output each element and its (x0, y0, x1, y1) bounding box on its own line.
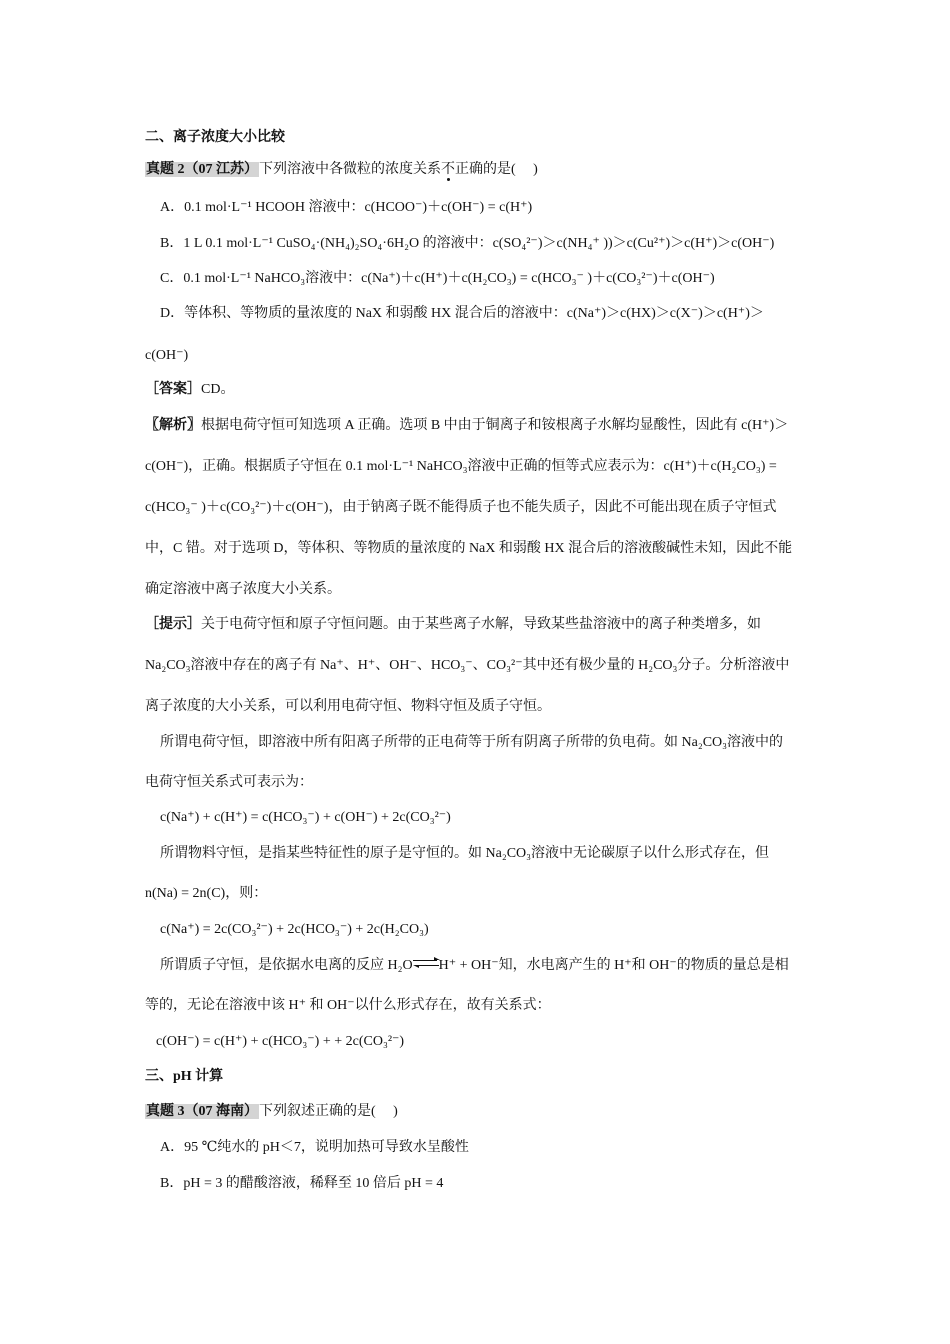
analysis-line4: 中，C 错。对于选项 D，等体积、等物质的量浓度的 NaX 和弱酸 HX 混合后的溶液酸碱性未知，因此不能 (145, 541, 793, 556)
proton-text-pre: 所谓质子守恒，是依据水电离的反应 H₂O (160, 958, 413, 973)
mass-conservation-line2: n(Na) = 2n(C)，则： (145, 886, 268, 901)
section3-heading: 三、pH 计算 (145, 1069, 224, 1084)
proton-conservation-equation: c(OH⁻) = c(H⁺) + c(HCO₃⁻) + + 2c(CO₃²⁻) (156, 1034, 405, 1049)
question-2-option-c: C．0.1 mol·L⁻¹ NaHCO₃溶液中：c(Na⁺)＋c(H⁺)＋c(H₂CO₃) = c(HCO₃⁻ )＋c(CO₃²⁻)＋c(OH⁻) (160, 271, 715, 286)
question-2-tag: 真题 2（07 江苏） (146, 162, 258, 177)
section2-heading: 二、离子浓度大小比较 (145, 130, 285, 145)
analysis-text-1: 根据电荷守恒可知选项 A 正确。选项 B 中由于铜离子和铵根离子水解均显酸性，因此有 c(H⁺)＞ (201, 418, 789, 433)
tip-line1 (145, 616, 761, 634)
proton-conservation-line2: 等的，无论在溶液中该 H⁺ 和 OH⁻以什么形式存在，故有关系式： (145, 998, 551, 1013)
charge-conservation-line2: 电荷守恒关系式可表示为： (145, 775, 313, 790)
question-2-option-d-line2: c(OH⁻) (145, 348, 189, 363)
analysis-line2: c(OH⁻)，正确。根据质子守恒在 0.1 mol·L⁻¹ NaHCO₃溶液中正确的恒等式应表示为：c(H⁺)＋c(H₂CO₃) = (145, 459, 777, 474)
mass-conservation-line1: 所谓物料守恒，是指某些特征性的原子是守恒的。如 Na₂CO₃溶液中无论碳原子以什么形式存在，但 (160, 846, 770, 861)
tip-line3: 离子浓度的大小关系，可以利用电荷守恒、物料守恒及质子守恒。 (145, 699, 551, 714)
charge-conservation-equation: c(Na⁺) + c(H⁺) = c(HCO₃⁻) + c(OH⁻) + 2c(CO₃²⁻) (160, 810, 451, 825)
tip-text-1: 关于电荷守恒和原子守恒问题。由于某些离子水解，导致某些盐溶液中的离子种类增多，如 (201, 617, 761, 632)
analysis-line3: c(HCO₃⁻ )＋c(CO₃²⁻)＋c(OH⁻)，由于钠离子既不能得质子也不能失质子，因此不可能出现在质子守恒式 (145, 500, 777, 515)
equilibrium-arrow-icon (413, 958, 439, 968)
question-3-stem (145, 1103, 398, 1121)
answer-text: CD。 (201, 382, 235, 397)
question-3-tag: 真题 3（07 海南） (146, 1104, 258, 1119)
question-3-stem-text: 下列叙述正确的是( ) (259, 1104, 398, 1119)
question-3-option-a: A．95 ℃纯水的 pH＜7，说明加热可导致水呈酸性 (160, 1140, 469, 1155)
question-3-option-b: B．pH = 3 的醋酸溶液，稀释至 10 倍后 pH = 4 (160, 1176, 444, 1191)
question-2-option-b: B．1 L 0.1 mol·L⁻¹ CuSO₄·(NH₄)₂SO₄·6H₂O 的溶液中：c(SO₄²⁻)＞c(NH₄⁺ ))＞c(Cu²⁺)＞c(H⁺)＞c(OH⁻) (160, 236, 775, 251)
proton-conservation-line1 (160, 957, 789, 975)
analysis-label: 〖解析〗 (145, 418, 201, 433)
tip-line2: Na₂CO₃溶液中存在的离子有 Na⁺、H⁺、OH⁻、HCO₃⁻、CO₃²⁻其中还有极少量的 H₂CO₃分子。分析溶液中 (145, 658, 790, 673)
answer-label: ［答案］ (145, 382, 201, 397)
question-2-stem (145, 161, 538, 179)
analysis-line1 (145, 417, 788, 435)
question-2-option-a: A．0.1 mol·L⁻¹ HCOOH 溶液中：c(HCOO⁻)＋c(OH⁻) = c(H⁺) (160, 200, 533, 215)
question-2-stem-post: 正确的是( ) (455, 162, 538, 177)
proton-text-post: H⁺ + OH⁻知，水电离产生的 H⁺和 OH⁻的物质的量总是相 (438, 958, 789, 973)
question-2-option-d-line1: D．等体积、等物质的量浓度的 NaX 和弱酸 HX 混合后的溶液中：c(Na⁺)＞c(HX)＞c(X⁻)＞c(H⁺)＞ (160, 306, 764, 321)
question-2-stem-pre: 下列溶液中各微粒的浓度关系 (259, 162, 441, 177)
charge-conservation-line1: 所谓电荷守恒，即溶液中所有阳离子所带的正电荷等于所有阴离子所带的负电荷。如 Na₂CO₃溶液中的 (160, 735, 784, 750)
tip-label: ［提示］ (145, 617, 201, 632)
mass-conservation-equation: c(Na⁺) = 2c(CO₃²⁻) + 2c(HCO₃⁻) + 2c(H₂CO₃) (160, 922, 429, 937)
answer-line (145, 381, 234, 399)
emphasis-dot-char: 不 (441, 162, 455, 177)
analysis-line5: 确定溶液中离子浓度大小关系。 (145, 582, 341, 597)
